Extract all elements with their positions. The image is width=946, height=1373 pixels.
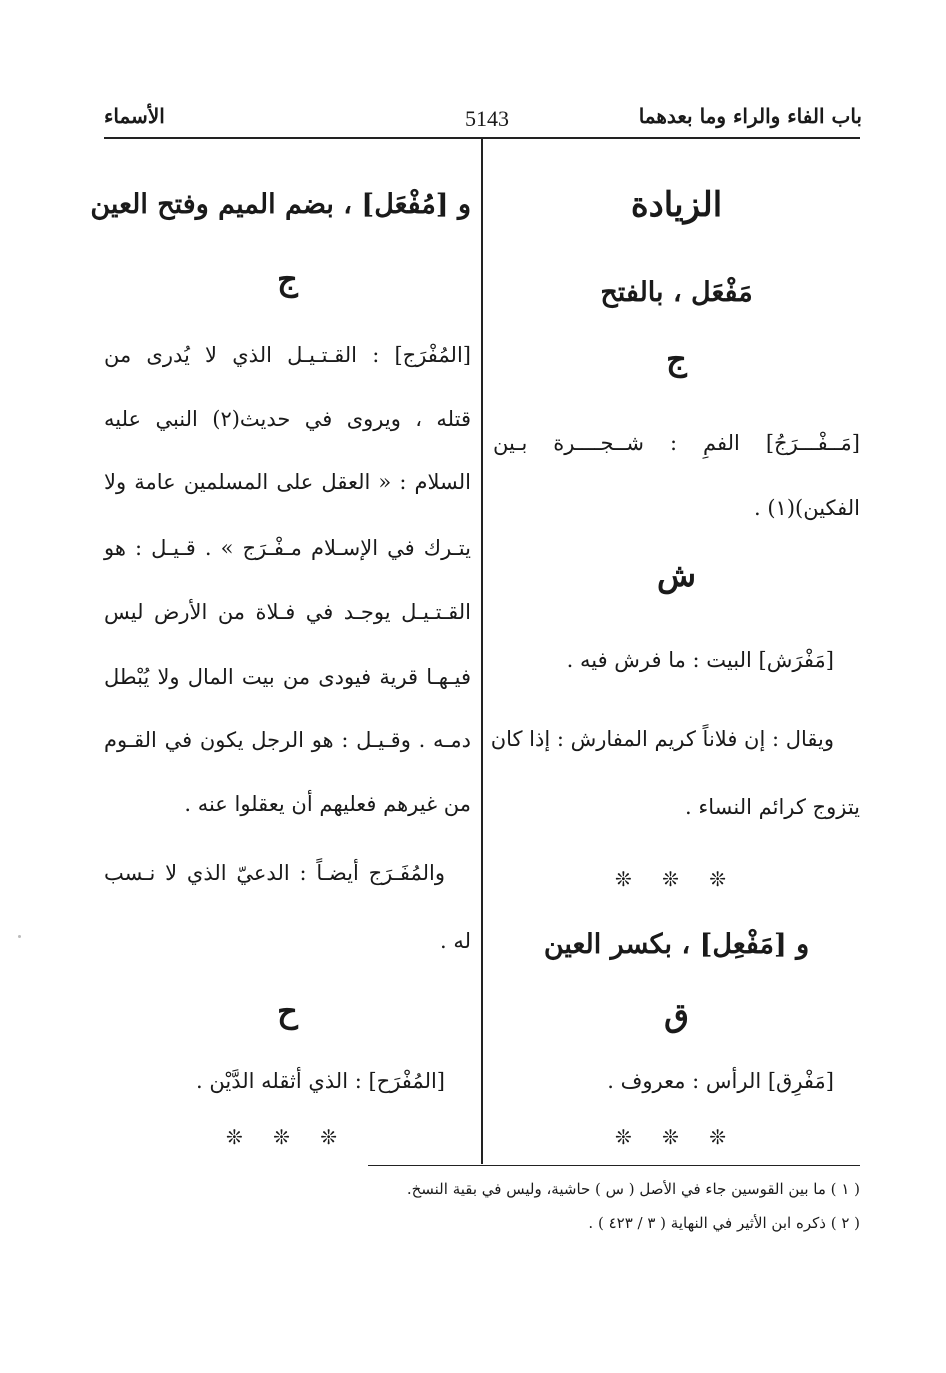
column-divider — [481, 139, 483, 1164]
entry-line: السلام : « العقل على المسلمين عامة ولا — [104, 470, 471, 494]
section-separator-end: ❊ ❊ ❊ — [615, 1125, 738, 1149]
subheading-mafal: مَفْعَل ، بالفتح — [600, 277, 753, 308]
footnote-rule — [368, 1165, 860, 1166]
running-header-section: الأسماء — [104, 104, 165, 128]
entry-line: دمـه . وقـيـل : هو الرجل يكون في القـوم — [104, 728, 471, 752]
entry-line: [المُفْرَج] : القـتـيـل الذي لا يُدرى من — [104, 343, 471, 367]
entry-mafarish-line-2: يتزوج كرائم النساء . — [685, 795, 860, 819]
entry-mafriq: [مَفْرِق] الرأس : معروف . — [607, 1069, 834, 1093]
entry-line: يتـرك في الإسـلام مـفْـرَج » . قـيـل : هو — [104, 536, 471, 560]
footnote-1: ( ١ ) ما بين القوسين جاء في الأصل ( س ) حاشية، وليس في بقية النسخ. — [406, 1180, 860, 1198]
subheading-mufal: و [مُفْعَل] ، بضم الميم وفتح العين — [90, 189, 471, 220]
letter-heading-jim: ج — [277, 260, 298, 298]
entry-mufrah: [المُفْرَح] : الذي أثقله الدَّيْن . — [196, 1069, 445, 1093]
entry-mafrash: [مَفْرَش] البيت : ما فرش فيه . — [566, 648, 834, 672]
letter-heading-shin: ش — [656, 556, 697, 594]
entry-line: فيـهـا قرية فيودى من بيت المال ولا يُبْطل — [104, 665, 471, 689]
letter-heading-jim: ج — [666, 340, 687, 378]
entry-line: قتله ، ويروى في حديث(٢) النبي عليه — [104, 407, 471, 431]
subheading-mafil: و [مَفْعِل] ، بكسر العين — [543, 929, 810, 960]
section-separator-end: ❊ ❊ ❊ — [226, 1125, 349, 1149]
letter-heading-ha: ح — [277, 992, 298, 1030]
entry-mafraj-line-2: الفكين)(١) . — [754, 496, 860, 520]
section-separator: ❊ ❊ ❊ — [615, 867, 738, 891]
page-number: 5143 — [465, 106, 509, 131]
running-header-chapter: باب الفاء والراء وما بعدهما — [638, 104, 862, 128]
footnote-2: ( ٢ ) ذكره ابن الأثير في النهاية ( ٣ / ٤٢٣ ) . — [588, 1214, 860, 1232]
entry-mafraj-line-1: [مَــفْـــرَجُ] الفمِ : شــجــــرة بـين — [493, 431, 860, 455]
entry-also-line-1: والمُفَـرَج أيضـاً : الدعيّ الذي لا نـسب — [104, 861, 445, 885]
entry-mafarish-line-1: ويقال : إن فلاناً كريم المفارش : إذا كان — [490, 727, 834, 751]
section-heading: الزيادة — [630, 185, 723, 225]
entry-line: من غيرهم فعليهم أن يعقلوا عنه . — [184, 792, 471, 816]
letter-heading-qaf: ق — [664, 996, 689, 1034]
scan-speck — [18, 935, 21, 938]
entry-also-line-2: له . — [439, 929, 471, 953]
entry-line: القـتـيـل يوجـد في فـلاة من الأرض ليس — [104, 600, 471, 624]
